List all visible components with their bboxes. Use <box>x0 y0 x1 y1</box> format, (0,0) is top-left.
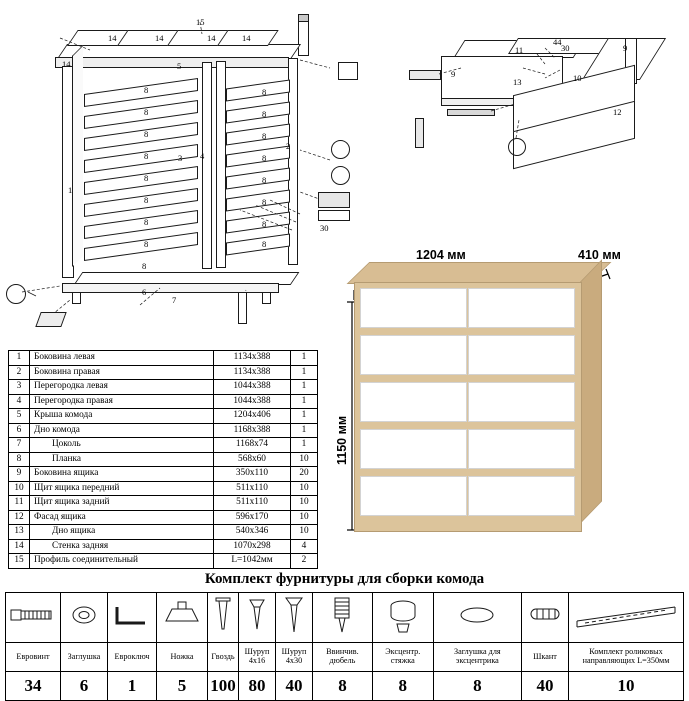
label-8: 8 <box>144 151 149 161</box>
hardware-item-name: Заглушка для эксцентрика <box>433 643 521 672</box>
part-quantity: 1 <box>291 351 318 366</box>
hardware-item-name: Заглушка <box>61 643 108 672</box>
label-8: 8 <box>262 131 267 141</box>
part-quantity: 10 <box>291 452 318 467</box>
width-dimension-label: 1204 мм <box>416 248 466 262</box>
label-8: 8 <box>144 129 149 139</box>
part-dimension: 1168х74 <box>214 438 291 453</box>
label-8: 8 <box>144 107 149 117</box>
drawer-front <box>360 429 467 469</box>
table-row <box>9 539 318 554</box>
drawer-front <box>360 288 467 328</box>
label-9: 9 <box>451 69 456 79</box>
table-row <box>9 510 318 525</box>
part-dimension: 1168х388 <box>214 423 291 438</box>
part-quantity: 20 <box>291 467 318 482</box>
table-row <box>9 423 318 438</box>
part-name: Боковина левая <box>30 351 214 366</box>
table-row <box>9 351 318 366</box>
table-row <box>9 380 318 395</box>
hardware-item-name: Гвоздь <box>208 643 239 672</box>
table-row <box>9 438 318 453</box>
hardware-item-name: Шкант <box>521 643 568 672</box>
part-number: 8 <box>9 452 30 467</box>
dowel-icon <box>521 593 568 643</box>
drawer-leader-lines <box>395 8 687 163</box>
foot-icon <box>157 593 208 643</box>
hardware-item-name: Ввинчив. дюбель <box>313 643 373 672</box>
table-row <box>9 365 318 380</box>
label-30: 30 <box>320 223 329 233</box>
part-number: 15 <box>9 554 30 569</box>
cam-lock-icon <box>372 593 433 643</box>
euro-screw-icon <box>238 292 247 324</box>
part-number: 14 <box>9 539 30 554</box>
cam-lock-icon <box>6 284 26 304</box>
label-14: 14 <box>108 33 117 43</box>
hardware-item-name: Евровинт <box>6 643 61 672</box>
drawer-front <box>468 335 575 375</box>
euro-screw-icon <box>6 593 61 643</box>
hardware-item-qty: 34 <box>6 672 61 701</box>
label-11: 11 <box>515 45 524 55</box>
label-4: 4 <box>200 151 205 161</box>
drawer-front <box>360 476 467 516</box>
label-30: 30 <box>561 43 570 53</box>
label-15: 15 <box>196 17 205 27</box>
part-name: Стенка задняя <box>30 539 214 554</box>
drawer-front <box>468 429 575 469</box>
part-number: 6 <box>9 423 30 438</box>
screw-4x16-icon <box>239 593 276 643</box>
hardware-table <box>5 592 684 701</box>
label-8: 8 <box>262 219 267 229</box>
part-quantity: 1 <box>291 380 318 395</box>
part-name: Профиль соединительный <box>30 554 214 569</box>
screw-in-dowel-icon <box>313 593 373 643</box>
label-8: 8 <box>144 85 149 95</box>
label-5: 5 <box>177 61 182 71</box>
hardware-item-qty: 8 <box>372 672 433 701</box>
height-dimension-label: 1150 мм <box>335 415 349 465</box>
cam-lock-icon <box>338 62 358 80</box>
label-13: 13 <box>513 77 522 87</box>
label-8: 8 <box>262 153 267 163</box>
drawer-front <box>468 288 575 328</box>
hardware-item-qty: 80 <box>239 672 276 701</box>
screw-4x30-icon <box>276 593 313 643</box>
label-14-left: 14 <box>62 59 71 69</box>
label-9: 9 <box>623 43 628 53</box>
label-8: 8 <box>262 197 267 207</box>
hardware-item-qty: 40 <box>276 672 313 701</box>
depth-dimension-label: 410 мм <box>578 248 621 262</box>
hardware-item-name: Ножка <box>157 643 208 672</box>
label-10: 10 <box>573 73 582 83</box>
part-dimension: 1044х388 <box>214 380 291 395</box>
label-2: 2 <box>286 141 291 151</box>
callout-leader-lines <box>0 0 350 340</box>
part-quantity: 1 <box>291 365 318 380</box>
part-name: Щит ящика передний <box>30 481 214 496</box>
label-8: 8 <box>144 195 149 205</box>
table-row <box>9 452 318 467</box>
part-dimension: 1204х406 <box>214 409 291 424</box>
part-name: Перегородка левая <box>30 380 214 395</box>
table-row <box>9 554 318 569</box>
part-dimension: 540х346 <box>214 525 291 540</box>
label-8: 8 <box>144 239 149 249</box>
part-dimension: 511х110 <box>214 496 291 511</box>
table-row <box>9 467 318 482</box>
hardware-item-name: Эксцентр. стяжка <box>372 643 433 672</box>
hardware-item-qty: 100 <box>208 672 239 701</box>
part-name: Боковина ящика <box>30 467 214 482</box>
label-8: 8 <box>262 239 267 249</box>
part-dimension: L=1042мм <box>214 554 291 569</box>
nail-icon <box>208 593 239 643</box>
part-dimension: 1044х388 <box>214 394 291 409</box>
label-6: 6 <box>142 287 147 297</box>
hardware-item-qty: 10 <box>569 672 684 701</box>
part-quantity: 1 <box>291 438 318 453</box>
label-8: 8 <box>142 261 147 271</box>
part-name: Фасад ящика <box>30 510 214 525</box>
label-8: 8 <box>262 87 267 97</box>
drawer-front <box>360 382 467 422</box>
part-number: 12 <box>9 510 30 525</box>
part-number: 1 <box>9 351 30 366</box>
parts-table <box>8 350 318 569</box>
cap-icon <box>61 593 108 643</box>
part-quantity: 1 <box>291 409 318 424</box>
part-name: Цоколь <box>30 438 214 453</box>
part-quantity: 10 <box>291 510 318 525</box>
part-number: 13 <box>9 525 30 540</box>
label-8: 8 <box>144 217 149 227</box>
part-name: Перегородка правая <box>30 394 214 409</box>
label-3: 3 <box>178 153 183 163</box>
part-dimension: 596х170 <box>214 510 291 525</box>
hardware-item-name: Комплект роликовых направляющих L=350мм <box>569 643 684 672</box>
hardware-item-qty: 1 <box>108 672 157 701</box>
label-8: 8 <box>144 173 149 183</box>
part-quantity: 4 <box>291 539 318 554</box>
label-7: 7 <box>172 295 177 305</box>
hardware-item-name: Евроключ <box>108 643 157 672</box>
runner-rail-icon <box>318 210 350 221</box>
drawer-front <box>468 476 575 516</box>
runner-set-icon <box>318 192 350 208</box>
part-quantity: 1 <box>291 394 318 409</box>
part-quantity: 10 <box>291 525 318 540</box>
part-dimension: 1070х298 <box>214 539 291 554</box>
table-row <box>9 409 318 424</box>
drawer-front <box>468 382 575 422</box>
part-number: 2 <box>9 365 30 380</box>
part-dimension: 1134х388 <box>214 351 291 366</box>
label-14: 14 <box>242 33 251 43</box>
runner-set-icon <box>569 593 684 643</box>
label-12: 12 <box>613 107 622 117</box>
part-name: Боковина правая <box>30 365 214 380</box>
part-quantity: 10 <box>291 496 318 511</box>
part-number: 9 <box>9 467 30 482</box>
part-dimension: 1134х388 <box>214 365 291 380</box>
cam-cap-icon <box>331 140 350 159</box>
drawer-detail-diagram <box>395 8 687 163</box>
part-name: Щит ящика задний <box>30 496 214 511</box>
part-quantity: 2 <box>291 554 318 569</box>
part-name: Крыша комода <box>30 409 214 424</box>
part-number: 11 <box>9 496 30 511</box>
label-14: 14 <box>207 33 216 43</box>
hardware-item-name: Шуруп 4х30 <box>276 643 313 672</box>
label-44: 44 <box>553 37 562 47</box>
dresser-drawer-grid <box>360 288 574 524</box>
drawer-front <box>360 335 467 375</box>
part-number: 7 <box>9 438 30 453</box>
part-number: 3 <box>9 380 30 395</box>
hardware-qty-row <box>6 672 684 701</box>
label-8: 8 <box>262 109 267 119</box>
table-row <box>9 394 318 409</box>
table-row <box>9 481 318 496</box>
cam-cap-icon <box>433 593 521 643</box>
dresser-side-surface <box>580 259 602 524</box>
part-name: Планка <box>30 452 214 467</box>
part-quantity: 10 <box>291 481 318 496</box>
hardware-item-qty: 6 <box>61 672 108 701</box>
part-dimension: 511х110 <box>214 481 291 496</box>
dresser-render <box>335 240 685 560</box>
table-row <box>9 496 318 511</box>
label-8: 8 <box>262 175 267 185</box>
allen-key-icon <box>108 593 157 643</box>
dresser-top-surface <box>347 262 612 284</box>
exploded-cabinet-diagram <box>0 0 350 340</box>
cam-lock-icon <box>331 166 350 185</box>
hardware-section-title: Комплект фурнитуры для сборки комода <box>204 571 485 587</box>
table-row <box>9 525 318 540</box>
part-number: 4 <box>9 394 30 409</box>
hardware-item-qty: 40 <box>521 672 568 701</box>
hardware-item-qty: 8 <box>313 672 373 701</box>
label-14: 14 <box>155 33 164 43</box>
label-1: 1 <box>68 185 73 195</box>
foot-icon <box>35 312 66 327</box>
part-name: Дно комода <box>30 423 214 438</box>
part-number: 5 <box>9 409 30 424</box>
hardware-item-qty: 8 <box>433 672 521 701</box>
hardware-icon-row <box>6 593 684 643</box>
hardware-name-row <box>6 643 684 672</box>
part-quantity: 1 <box>291 423 318 438</box>
hardware-item-qty: 5 <box>157 672 208 701</box>
part-dimension: 350х110 <box>214 467 291 482</box>
hardware-item-name: Шуруп 4х16 <box>239 643 276 672</box>
part-name: Дно ящика <box>30 525 214 540</box>
part-number: 10 <box>9 481 30 496</box>
part-dimension: 568х60 <box>214 452 291 467</box>
